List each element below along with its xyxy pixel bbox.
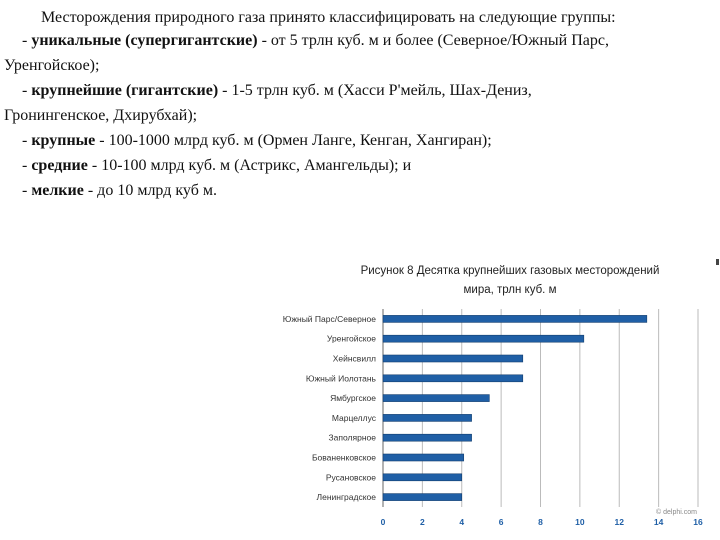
class-medium-line: - средние - 10-100 млрд куб. м (Астрикс, Амангельды); и: [22, 157, 412, 174]
x-tick-label: 4: [459, 517, 465, 527]
category-label: Заполярное: [328, 432, 376, 443]
x-tick-label: 6: [498, 517, 504, 527]
category-label: Ленинградское: [316, 492, 376, 503]
category-label: Уренгойское: [326, 333, 376, 344]
class-unique-line: - уникальные (супергигантские) - от 5 трлн куб. м и более (Северное/Южный Парс,: [22, 32, 609, 49]
class-small-line: - мелкие - до 10 млрд куб м.: [22, 182, 217, 199]
category-label: Южный Парс/Северное: [282, 313, 376, 324]
chart-watermark: © delphi.com: [656, 509, 697, 516]
bar: [383, 434, 472, 441]
chart-tick-labels: [381, 517, 703, 527]
chart-title-line-1: Рисунок 8 Десятка крупнейших газовых месторождений: [360, 265, 660, 277]
class-unique-cont: Уренгойское);: [4, 57, 100, 74]
bar: [383, 315, 647, 322]
category-label: Русановское: [325, 472, 376, 483]
category-label: Ямбургское: [330, 393, 376, 404]
class-large-line: - крупные - 100-1000 млрд куб. м (Ормен Ланге, Кенган, Хангиран);: [22, 132, 492, 149]
chart-category-labels: [283, 314, 377, 502]
x-tick-label: 14: [653, 517, 664, 527]
bar: [383, 355, 523, 362]
bar: [383, 335, 584, 342]
category-label: Южный Иолотань: [305, 373, 376, 384]
bar: [383, 474, 462, 481]
x-tick-label: 12: [614, 517, 624, 527]
class-giant-cont: Гронингенское, Дхирубхай);: [4, 107, 198, 124]
bar: [383, 454, 464, 461]
bar: [383, 414, 472, 421]
bar: [383, 494, 462, 501]
chart-title-line-2: мира, трлн куб. м: [463, 284, 557, 296]
category-label: Хейнсвилл: [332, 353, 376, 364]
bar: [383, 395, 489, 402]
x-tick-label: 2: [420, 517, 425, 527]
bar: [383, 375, 523, 382]
x-tick-label: 0: [380, 517, 386, 527]
x-tick-label: 8: [538, 517, 543, 527]
category-label: Марцеллус: [331, 412, 376, 423]
x-tick-label: 10: [575, 517, 585, 527]
category-label: Бованенковское: [311, 452, 376, 463]
class-giant-line: - крупнейшие (гигантские) - 1-5 трлн куб. м (Хасси Р'мейль, Шах-Дениз,: [22, 82, 532, 99]
intro-line: Месторождения природного газа принято классифицировать на следующие группы:: [41, 9, 616, 26]
x-tick-label: 16: [693, 517, 703, 527]
